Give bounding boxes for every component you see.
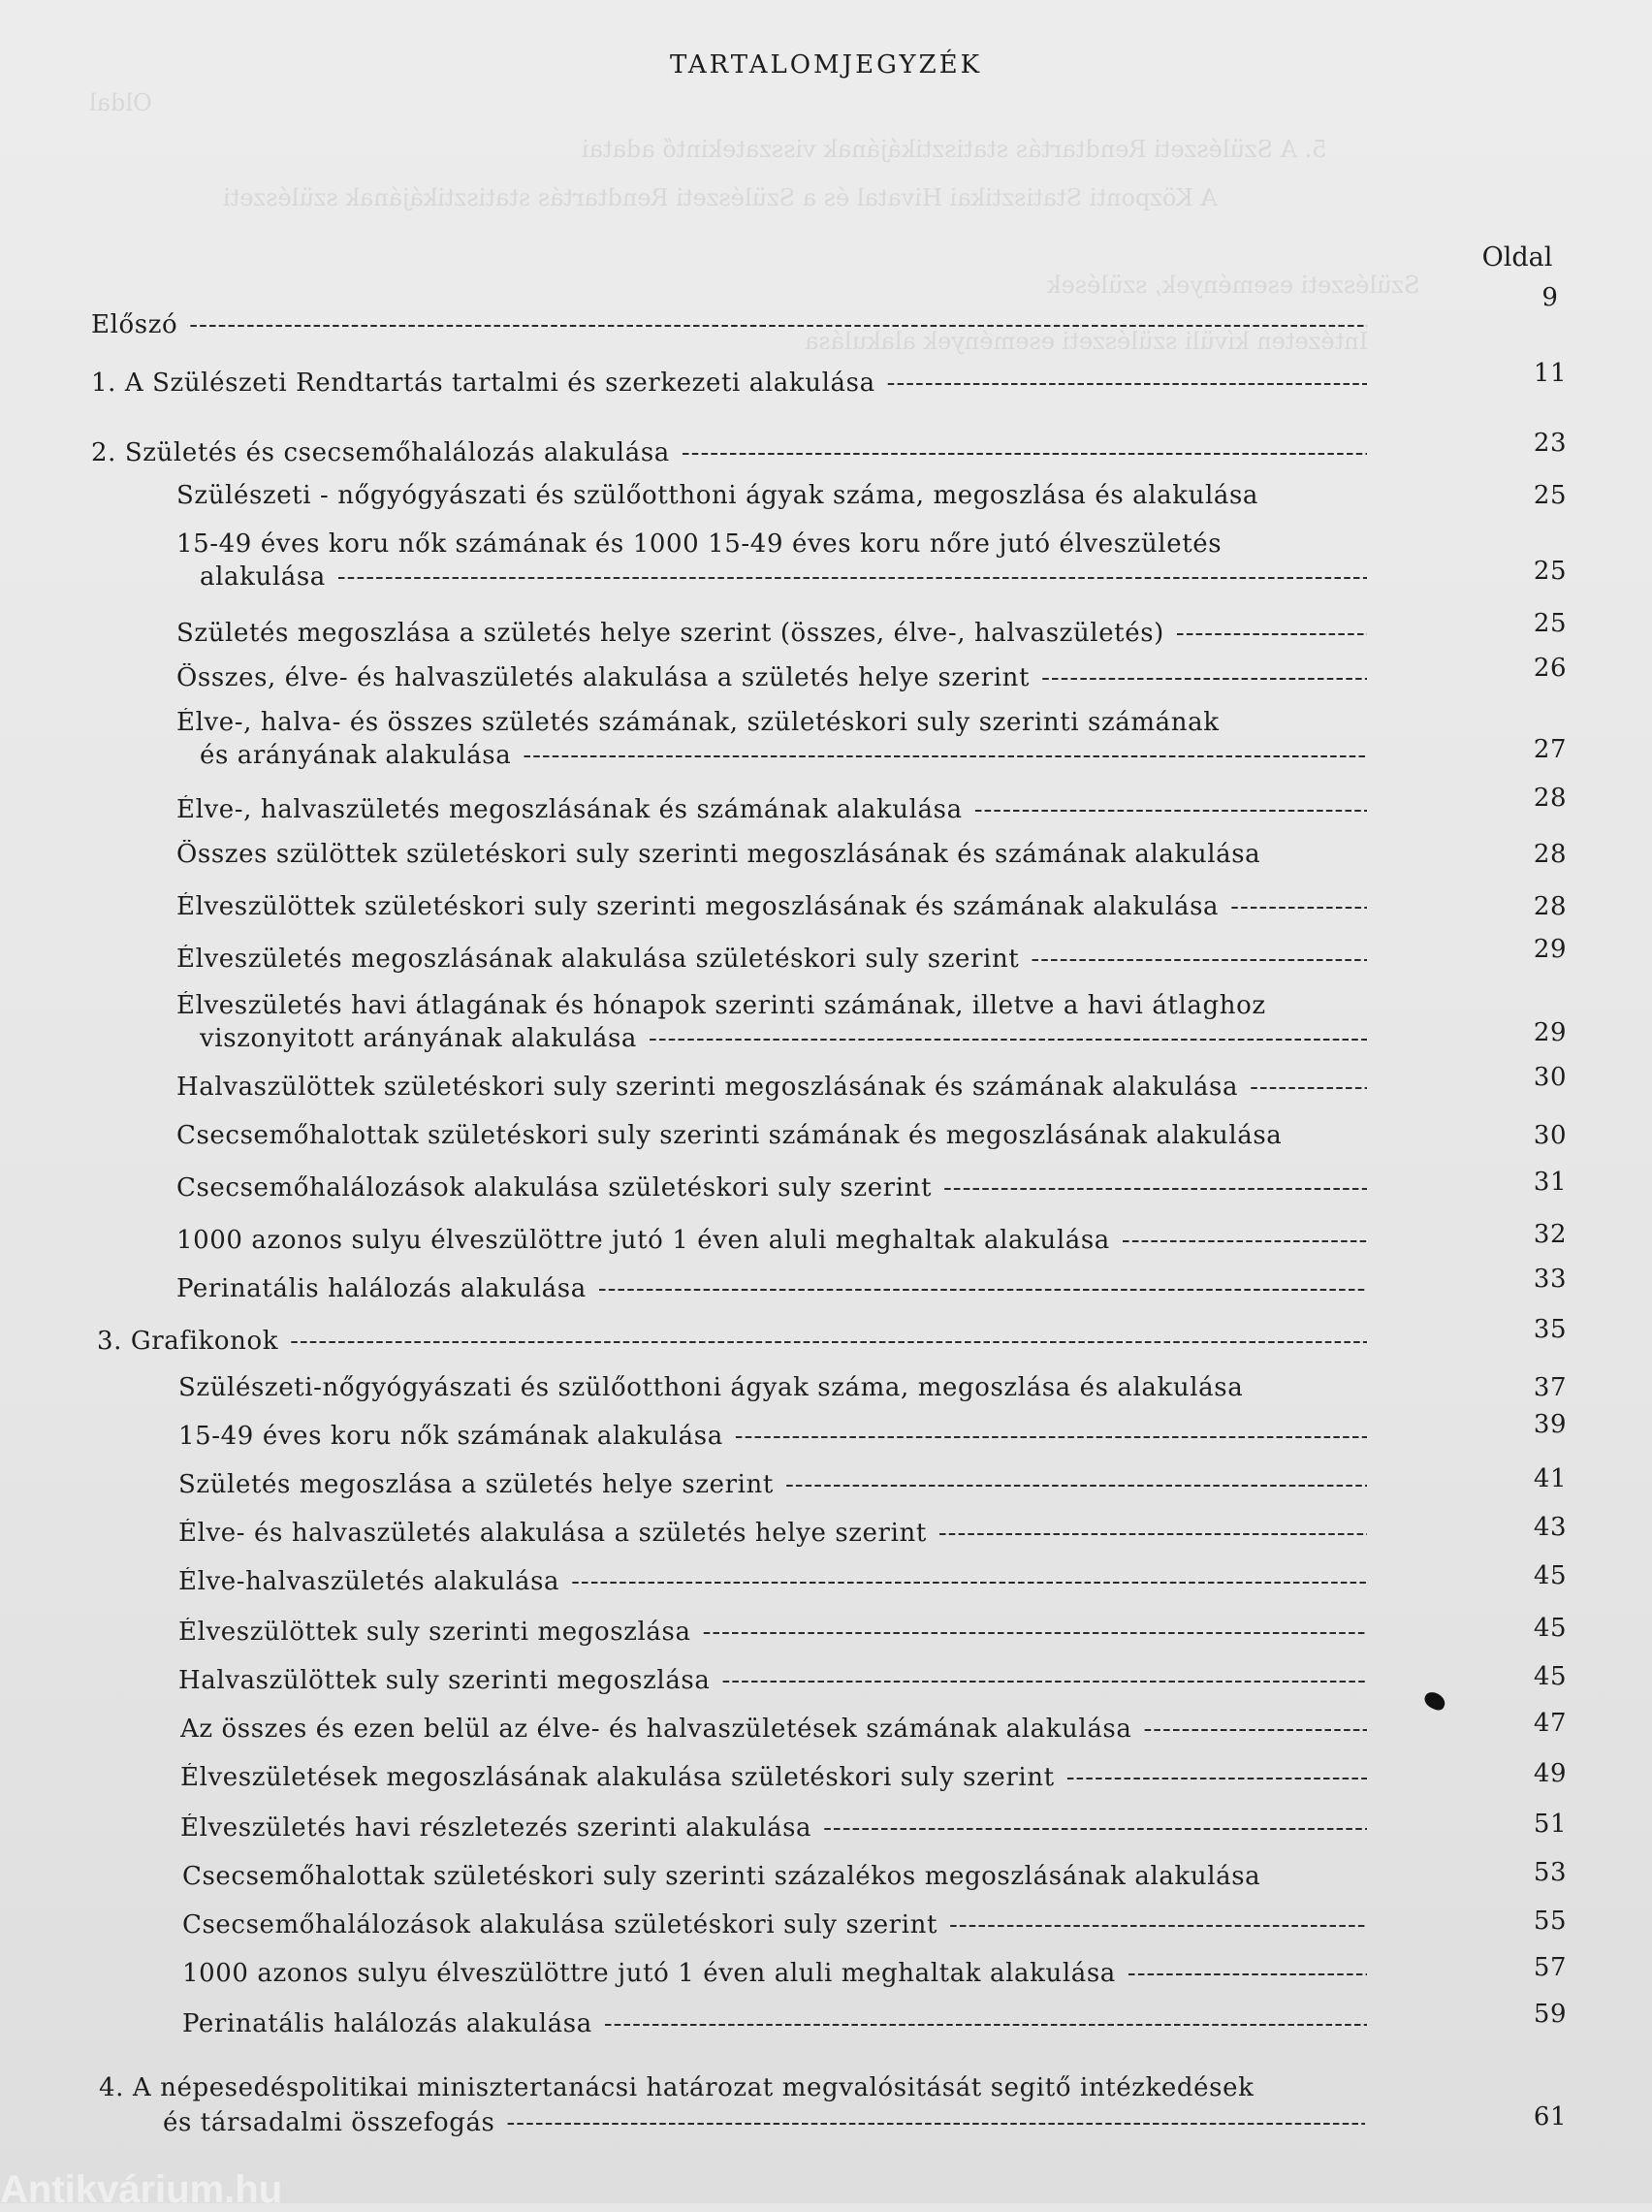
toc-page-number: 43	[1533, 1513, 1568, 1542]
page-title: TARTALOMJEGYZÉK	[669, 50, 983, 80]
dot-leader	[523, 741, 1367, 770]
toc-entry	[178, 1614, 1584, 1647]
toc-entry-title: 15-49 éves koru nők számának és 1000 15-49 éves koru nőre jutó élveszületés	[176, 529, 1223, 559]
toc-page-number: 45	[1533, 1561, 1568, 1590]
dot-leader	[337, 562, 1367, 592]
toc-page-number: 11	[1533, 359, 1568, 388]
toc-entry-title-cont: és társadalmi összefogás	[163, 2108, 495, 2137]
dot-leader	[1230, 892, 1367, 921]
toc-page-number: 9	[1541, 283, 1559, 312]
toc-page-number: 39	[1533, 1410, 1568, 1439]
toc-entry-title: Élveszületések megoszlásának alakulása születéskori suly szerint	[180, 1763, 1055, 1792]
toc-entry	[176, 840, 1584, 869]
toc-entry-title: Szülészeti-nőgyógyászati és szülőotthoni ágyak száma, megoszlása és alakulása	[178, 1373, 1244, 1402]
toc-entry-title: Élve- és halvaszületés alakulása a születés helye szerint	[178, 1519, 927, 1548]
toc-entry-title: Az összes és ezen belül az élve- és halvaszületések számának alakulása	[180, 1715, 1132, 1744]
toc-entry	[176, 784, 1584, 824]
toc-entry-title: 2. Születés és csecsemőhalálozás alakulása	[91, 438, 670, 467]
toc-entry-title: Élveszülöttek születéskori suly szerinti megoszlásának és számának alakulása	[176, 892, 1220, 921]
dot-leader	[721, 1666, 1367, 1695]
toc-entry-title: Élveszülöttek suly szerinti megoszlása	[178, 1618, 691, 1647]
toc-page-number: 30	[1533, 1121, 1568, 1150]
toc-entry-title: Élveszületés havi részletezés szerinti alakulása	[180, 1813, 812, 1843]
toc-entry-title: Csecsemőhalálozások alakulása születéskori suly szerint	[176, 1173, 933, 1202]
toc-entry	[176, 892, 1584, 921]
bleed-through-line: 5. A Szülészeti Rendtartás statisztikájának visszatekintő adatai	[582, 136, 1327, 163]
toc-entry-title: Élveszületés havi átlagának és hónapok szerinti számának, illetve a havi átlaghoz	[176, 991, 1266, 1020]
toc-entry-title: Perinatális halálozás alakulása	[182, 2009, 592, 2038]
toc-page-number: 25	[1533, 609, 1568, 638]
dot-leader	[649, 1024, 1367, 1053]
toc-entry	[91, 359, 1584, 398]
toc-entry-title: Perinatális halálozás alakulása	[176, 1274, 587, 1303]
toc-page-number: 29	[1533, 935, 1568, 964]
dot-leader	[1122, 1226, 1367, 1255]
toc-page-number: 45	[1533, 1662, 1568, 1691]
toc-page-number: 29	[1533, 1018, 1568, 1047]
toc-entry	[176, 1168, 1584, 1202]
toc-page-number: 27	[1533, 735, 1568, 764]
toc-page-number: 28	[1533, 840, 1568, 869]
toc-page-number: 57	[1533, 1953, 1568, 1982]
dot-leader	[682, 438, 1367, 467]
toc-page-number: 35	[1533, 1315, 1568, 1344]
dot-leader	[823, 1813, 1367, 1843]
toc-page-number: 26	[1533, 654, 1568, 683]
dot-leader	[604, 2009, 1367, 2038]
bleed-through-oldal: Oldal	[89, 89, 152, 116]
toc-page-number: 28	[1533, 892, 1568, 921]
toc-entry-title: Élve-, halva- és összes születés számának, születéskori suly szerinti számának	[176, 708, 1220, 737]
page-column-header: Oldal	[1481, 242, 1553, 272]
toc-entry	[91, 429, 1584, 467]
dot-leader	[1128, 1959, 1367, 1988]
toc-entry-title: 1. A Szülészeti Rendtartás tartalmi és szerkezeti alakulása	[91, 369, 875, 398]
toc-entry	[182, 1858, 1584, 1891]
toc-page-number: 37	[1533, 1373, 1568, 1402]
dot-leader	[598, 1274, 1367, 1303]
toc-page-number: 25	[1533, 557, 1568, 586]
toc-entry	[176, 1063, 1584, 1102]
toc-entry-title: 4. A népesedéspolitikai minisztertanácsi határozat megvalósitását segitő intézkedések	[99, 2073, 1255, 2102]
toc-entry	[178, 1464, 1584, 1499]
toc-page-number: 45	[1533, 1614, 1568, 1643]
dot-leader	[949, 1910, 1367, 1940]
toc-page-number: 23	[1533, 429, 1568, 458]
dot-leader	[189, 310, 1367, 339]
toc-entry	[178, 1410, 1584, 1451]
toc-entry-title: Halvaszülöttek születéskori suly szerinti megoszlásának és számának alakulása	[176, 1073, 1239, 1102]
toc-entry	[182, 1907, 1584, 1940]
dot-leader	[1250, 1073, 1367, 1102]
toc-entry	[178, 1373, 1584, 1402]
dot-leader	[507, 2108, 1366, 2137]
toc-entry-title: Összes szülöttek születéskori suly szerinti megoszlásának és számának alakulása	[176, 840, 1261, 869]
toc-entry	[178, 1513, 1584, 1548]
toc-page-number: 30	[1533, 1063, 1568, 1092]
toc-entry-title: Csecsemőhalottak születéskori suly szerinti számának és megoszlásának alakulása	[176, 1121, 1283, 1150]
watermark: Antikvárium.hu	[0, 2168, 283, 2211]
toc-entry	[176, 935, 1584, 974]
toc-entry	[176, 708, 1584, 770]
toc-entry-title-cont: viszonyitott arányának alakulása	[200, 1024, 638, 1053]
toc-page-number: 33	[1533, 1265, 1568, 1294]
toc-page-number: 32	[1533, 1220, 1568, 1249]
dot-leader	[571, 1567, 1367, 1596]
dot-leader	[785, 1470, 1367, 1499]
toc-entry-title-cont: alakulása	[200, 562, 326, 592]
dot-leader	[703, 1618, 1367, 1647]
dot-leader	[943, 1173, 1367, 1202]
toc-entry	[176, 609, 1584, 648]
toc-entry-title: 1000 azonos sulyu élveszülöttre jutó 1 éven aluli meghaltak alakulása	[176, 1226, 1110, 1255]
dot-leader	[1066, 1763, 1367, 1792]
toc-entry-title: Csecsemőhalálozások alakulása születéskori suly szerint	[182, 1910, 938, 1940]
dot-leader	[1143, 1715, 1367, 1744]
toc-page-number: 49	[1533, 1759, 1568, 1788]
toc-entry-title: Születés megoszlása a születés helye szerint (összes, élve-, halvaszületés)	[176, 619, 1164, 648]
toc-entry	[176, 481, 1584, 510]
toc-entry-title: Halvaszülöttek suly szerinti megoszlása	[178, 1666, 711, 1695]
dot-leader	[1041, 663, 1367, 692]
toc-entry-title: 3. Grafikonok	[97, 1327, 279, 1356]
bleed-through-line: Szülészeti események, szülések	[1047, 272, 1420, 299]
bleed-through-line: A Központi Statisztikai Hivatal és a Szülészeti Rendtartás statisztikájának szülészeti	[223, 184, 1218, 211]
toc-entry-title: Élve-, halvaszületés megoszlásának és számának alakulása	[176, 795, 963, 824]
toc-page-number: 53	[1533, 1858, 1568, 1887]
toc-entry	[176, 529, 1584, 592]
toc-entry-title: Szülészeti - nőgyógyászati és szülőotthoni ágyak száma, megoszlása és alakulása	[176, 481, 1259, 510]
toc-entry	[176, 991, 1584, 1053]
toc-page-number: 61	[1533, 2102, 1568, 2132]
toc-entry-title: Születés megoszlása a születés helye szerint	[178, 1470, 774, 1499]
dot-leader	[735, 1422, 1367, 1451]
toc-page-number: 31	[1533, 1168, 1568, 1197]
toc-entry	[97, 1315, 1584, 1356]
dot-leader	[1176, 619, 1367, 648]
toc-entry-title: Élveszületés megoszlásának alakulása születéskori suly szerint	[176, 945, 1020, 974]
toc-page-number: 28	[1533, 784, 1568, 813]
toc-page-number: 55	[1533, 1907, 1568, 1936]
toc-entry	[176, 1265, 1584, 1303]
dot-leader	[938, 1519, 1367, 1548]
toc-page-number: 51	[1533, 1810, 1568, 1839]
toc-entry-title: 1000 azonos sulyu élveszülöttre jutó 1 éven aluli meghaltak alakulása	[182, 1959, 1116, 1988]
toc-page-number: 59	[1533, 2000, 1568, 2029]
toc-entry-title: Csecsemőhalottak születéskori suly szerinti százalékos megoszlásának alakulása	[182, 1862, 1261, 1891]
toc-page-number: 25	[1533, 481, 1568, 510]
toc-entry	[180, 1810, 1584, 1843]
toc-page-number: 47	[1533, 1709, 1568, 1738]
toc-entry	[176, 654, 1584, 692]
toc-entry-title-cont: és arányának alakulása	[200, 741, 512, 770]
toc-entry	[176, 1220, 1584, 1255]
toc-entry	[182, 2000, 1584, 2038]
toc-entry-title: Élve-halvaszületés alakulása	[178, 1567, 560, 1596]
toc-entry	[178, 1662, 1584, 1695]
toc-entry-title: Összes, élve- és halvaszületés alakulása a születés helye szerint	[176, 663, 1031, 692]
toc-entry	[180, 1709, 1584, 1744]
toc-entry	[176, 1121, 1584, 1150]
toc-entry	[182, 1953, 1584, 1988]
toc-page-number: 41	[1533, 1464, 1568, 1493]
dot-leader	[974, 795, 1367, 824]
toc-entry	[178, 1561, 1584, 1596]
toc-entry-title: Előszó	[91, 310, 178, 339]
dot-leader	[1031, 945, 1367, 974]
dot-leader	[887, 369, 1367, 398]
toc-entry	[180, 1759, 1584, 1792]
toc-entry-title: 15-49 éves koru nők számának alakulása	[178, 1422, 723, 1451]
dot-leader	[290, 1327, 1367, 1356]
toc-entry	[99, 2073, 1584, 2137]
bleed-through-line: Intézeten kívüli szülészeti események alakulása	[805, 328, 1369, 355]
